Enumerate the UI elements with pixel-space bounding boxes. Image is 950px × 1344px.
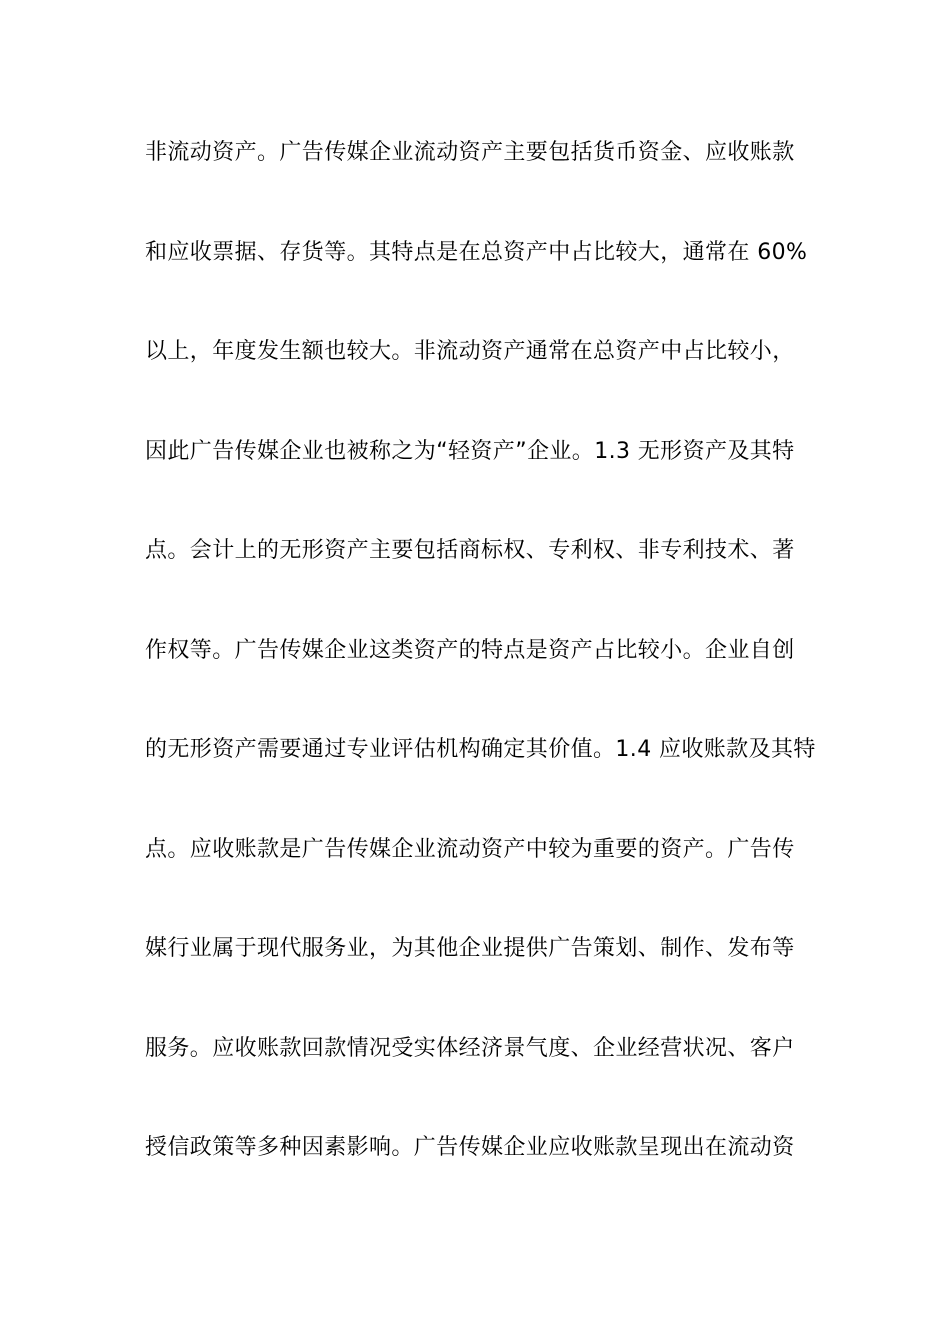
text-line-9: 媒行业属于现代服务业，为其他企业提供广告策划、制作、发布等 [145,936,795,961]
text-line-5: 点。会计上的无形资产主要包括商标权、专利权、非专利技术、著 [145,538,795,563]
text-line-11: 授信政策等多种因素影响。广告传媒企业应收账款呈现出在流动资 [145,1135,795,1160]
text-line-8: 点。应收账款是广告传媒企业流动资产中较为重要的资产。广告传 [145,836,795,862]
text-line-6: 作权等。广告传媒企业这类资产的特点是资产占比较小。企业自创 [145,637,795,663]
text-line-4: 因此广告传媒企业也被称之为“轻资产”企业。1.3 无形资产及其特 [145,438,795,464]
text-line-7: 的无形资产需要通过专业评估机构确定其价值。1.4 应收账款及其特 [145,737,816,762]
text-line-3: 以上，年度发生额也较大。非流动资产通常在总资产中占比较小， [145,339,795,364]
text-line-1: 非流动资产。广告传媒企业流动资产主要包括货币资金、应收账款 [145,140,795,165]
text-line-2: 和应收票据、存货等。其特点是在总资产中占比较大，通常在 60% [145,239,808,265]
text-line-10: 服务。应收账款回款情况受实体经济景气度、企业经营状况、客户 [145,1035,795,1061]
body-text [145,131,816,1226]
